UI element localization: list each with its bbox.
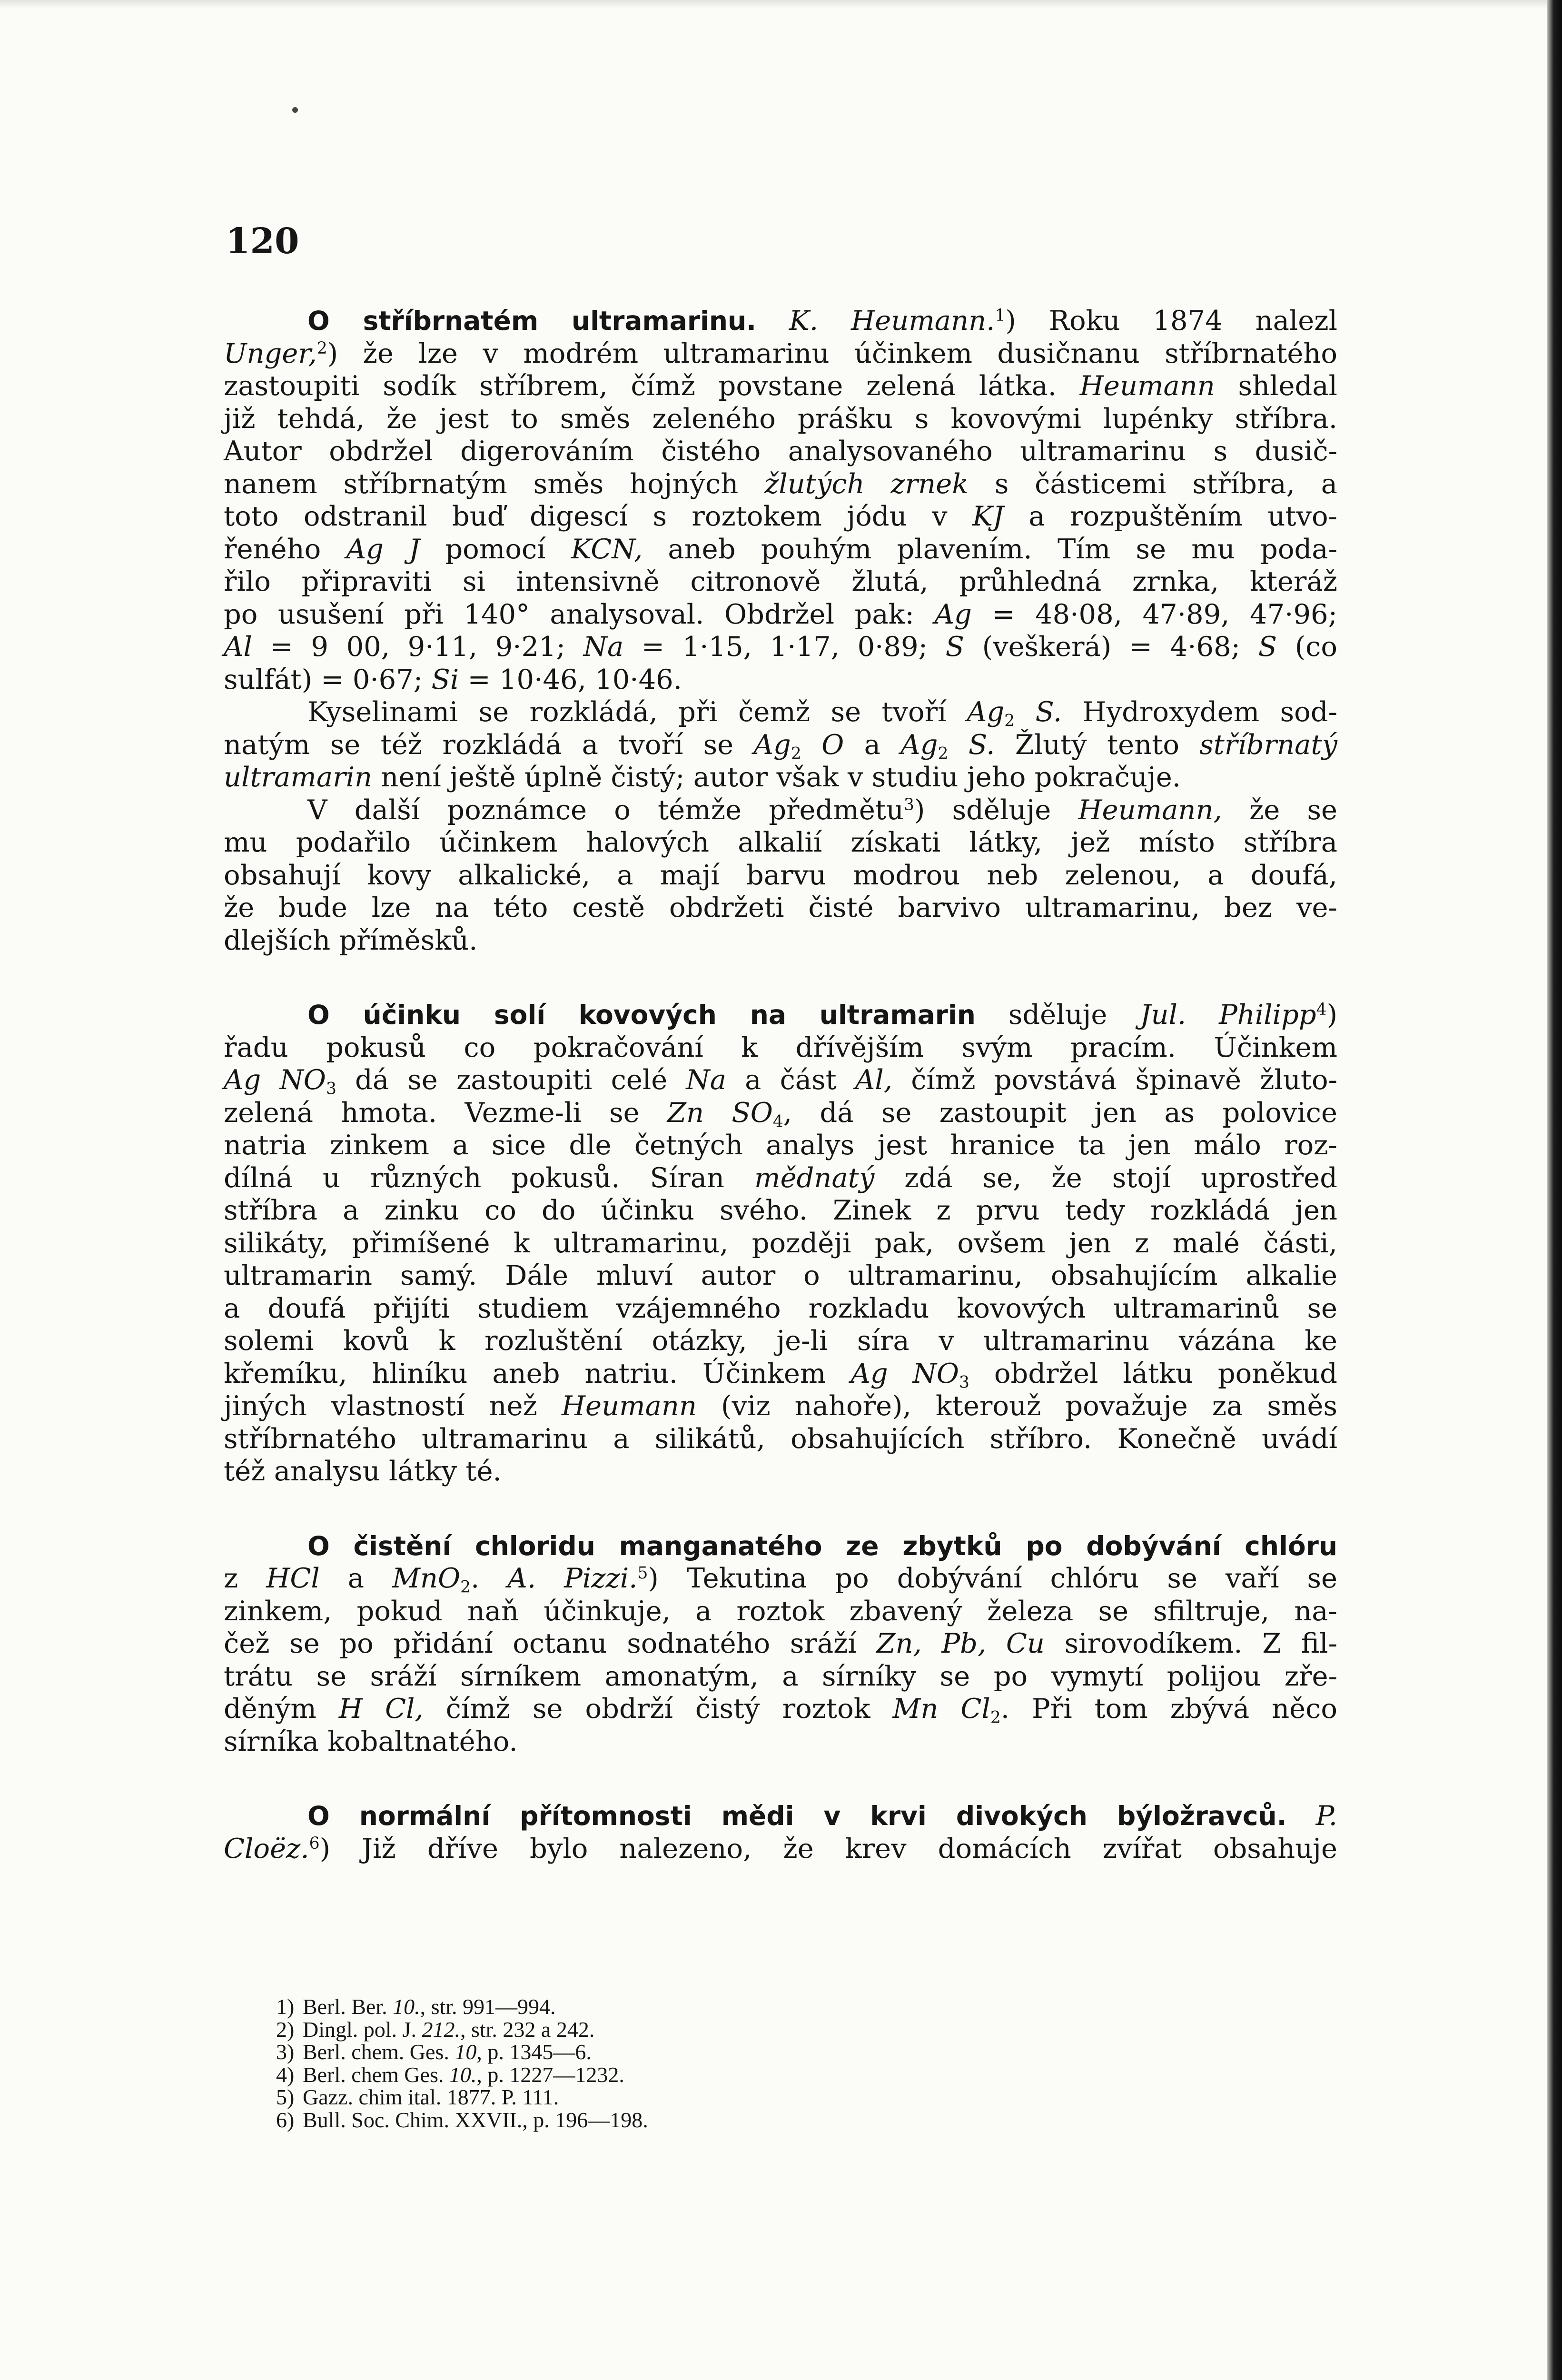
italic-text: Ag: [967, 696, 1005, 728]
subscript: 3: [326, 1079, 336, 1099]
text-run: aneb pouhým plavením. Tím se mu poda-: [643, 533, 1337, 565]
text-run: čímž povstává špinavě žluto-: [892, 1064, 1338, 1096]
footnote-mark: 3): [276, 2040, 295, 2064]
subscript: 2: [990, 1708, 1001, 1727]
scan-top-shadow: [0, 0, 1547, 9]
text-line: [224, 1194, 1337, 1227]
italic-text: Al: [224, 631, 252, 663]
text-run: čímž se obdrží čistý roztok: [423, 1693, 893, 1725]
text-line: [224, 761, 1337, 794]
text-run: ): [1326, 999, 1337, 1031]
text-line: [224, 729, 1337, 762]
footnote: [276, 2086, 942, 2109]
text-line: [224, 468, 1337, 501]
italic-text: A. Pizzi.: [507, 1562, 638, 1594]
text-line: [224, 1800, 1337, 1833]
footnote-mark: 5): [276, 2085, 295, 2109]
subscript: 3: [959, 1372, 969, 1392]
text-run: že bude lze na této cestě obdržeti čisté barvivo ultramarinu, bez ve-: [224, 892, 1337, 923]
text-line: [224, 565, 1337, 598]
text-run: obdržel látku poněkud: [969, 1357, 1337, 1389]
text-run: obsahují kovy alkalické, a mají barvu modrou neb zelenou, a doufá,: [224, 859, 1337, 891]
italic-text: Heumann: [561, 1390, 697, 1422]
text-run: nanem stříbrnatým směs hojných: [224, 467, 765, 500]
text-run: (co: [1277, 631, 1337, 663]
italic-text: H Cl,: [338, 1693, 424, 1725]
italic-text: Na: [686, 1064, 727, 1096]
italic-text: stříbrnatý: [1199, 728, 1337, 761]
text-run: . Při tom zbývá něco: [1000, 1693, 1337, 1725]
text-run: a: [844, 728, 901, 761]
text-run: toto odstranil buď digescí s roztokem jódu v: [224, 500, 972, 532]
text-run: dílná u různých pokusů. Síran: [224, 1161, 755, 1194]
text-run: pomocí: [420, 533, 571, 565]
footnote-mark: 4): [276, 2062, 295, 2087]
italic-text: P.: [1315, 1800, 1338, 1832]
text-run: Bull. Soc. Chim. XXVII., p. 196—198.: [303, 2107, 648, 2132]
text-run: = 9 00, 9·11, 9·21;: [252, 631, 583, 663]
text-line: [224, 826, 1337, 859]
italic-text: Heumann: [1079, 370, 1215, 402]
text-line: [224, 859, 1337, 892]
italic-text: Ag: [934, 598, 972, 630]
section-gap: [224, 1758, 1337, 1800]
text-run: zinkem, pokud naň účinkuje, a roztok zbavený železa se sfiltruje, na-: [224, 1595, 1337, 1627]
italic-text: Ag J: [346, 533, 420, 565]
text-run: ) Roku 1874 nalezl: [1005, 305, 1337, 337]
italic-text: S.: [968, 728, 995, 761]
text-run: natria zinkem a sice dle četných analys jest hranice ta jen málo roz-: [224, 1129, 1337, 1161]
italic-text: HCl: [266, 1562, 320, 1594]
article-body: [224, 305, 1337, 1865]
italic-text: S.: [1035, 696, 1062, 728]
text-run: , str. 232 a 242.: [460, 2017, 595, 2042]
italic-text: ultramarin: [224, 761, 373, 793]
text-line: [224, 1660, 1337, 1693]
text-run: zdá se, že stojí uprostřed: [874, 1161, 1337, 1194]
text-line: [224, 1129, 1337, 1162]
section-heading: O čistění chloridu manganatého ze zbytků po dobývání chlóru: [307, 1530, 1337, 1561]
footnote-reference: 6: [309, 1834, 320, 1853]
text-line: [224, 1595, 1337, 1628]
text-run: [1015, 696, 1035, 728]
text-run: děným: [224, 1693, 339, 1725]
footnote-reference: 2: [316, 338, 327, 358]
text-line: [224, 1833, 1337, 1865]
text-run: [756, 305, 789, 337]
text-run: že se: [1222, 793, 1337, 826]
text-run: zelená hmota. Vezme-li se: [224, 1096, 668, 1129]
footnote: [276, 2041, 942, 2063]
italic-text: žlutých zrnek: [764, 467, 969, 500]
footnote: [276, 1995, 942, 2018]
text-run: shledal: [1215, 370, 1337, 402]
text-run: po usušení při 140° analysoval. Obdržel pak:: [224, 598, 935, 630]
text-run: stříbra a zinku co do účinku svého. Zinek z prvu tedy rozkládá jen: [224, 1194, 1337, 1226]
text-run: ) Tekutina po dobývání chlóru se vaří se: [648, 1562, 1337, 1594]
text-line: [224, 924, 1337, 957]
text-line: [224, 533, 1337, 566]
text-line: [224, 1390, 1337, 1423]
text-run: jiných vlastností než: [224, 1390, 562, 1422]
text-line: [224, 435, 1337, 468]
subscript: 2: [938, 744, 949, 763]
scan-speck: [292, 107, 298, 113]
text-line: [224, 1097, 1337, 1130]
text-run: řilo připraviti si intensivně citronově žlutá, průhledná zrnka, kteráž: [224, 565, 1337, 597]
text-line: [224, 696, 1337, 729]
text-run: (viz nahoře), kterouž považuje za směs: [696, 1390, 1337, 1422]
section-heading: O stříbrnatém ultramarinu.: [307, 306, 757, 336]
italic-text: Zn SO: [667, 1096, 773, 1129]
text-run: křemíku, hliníku aneb natriu. Účinkem: [224, 1357, 851, 1389]
text-line: [224, 1455, 1337, 1488]
italic-text: Unger,: [224, 337, 317, 369]
italic-text: Ag NO: [850, 1357, 959, 1389]
italic-text: KJ: [972, 500, 1004, 532]
text-run: .: [471, 1562, 508, 1594]
text-run: s částicemi stříbra, a: [969, 467, 1337, 500]
text-run: = 48·08, 47·89, 47·96;: [971, 598, 1337, 630]
section-heading: O účinku solí kovových na ultramarin: [307, 1000, 976, 1030]
text-run: dá se zastoupiti celé: [336, 1064, 686, 1096]
text-run: trátu se sráží sírníkem amonatým, a sírníky se po vymytí polijou zře-: [224, 1660, 1337, 1692]
text-line: [224, 1358, 1337, 1390]
text-run: natým se též rozkládá a tvoří se: [224, 728, 754, 761]
text-line: [224, 892, 1337, 924]
text-run: = 1·15, 1·17, 0·89;: [623, 631, 946, 663]
footnote-mark: 1): [276, 1994, 295, 2019]
text-run: Gazz. chim ital. 1877. P. 111.: [303, 2085, 559, 2109]
footnote: [276, 2063, 942, 2086]
text-run: sírníka kobaltnatého.: [224, 1725, 518, 1757]
text-run: není ještě úplně čistý; autor však v studiu jeho pokračuje.: [372, 761, 1181, 793]
text-run: [801, 729, 821, 761]
subscript: 2: [1004, 711, 1015, 731]
text-run: čež se po přidání octanu sodnatého sráží: [224, 1627, 877, 1659]
italic-text: Zn, Pb, Cu: [876, 1627, 1045, 1659]
text-line: [224, 1325, 1337, 1358]
italic-text: mědnatý: [754, 1161, 875, 1194]
text-run: dlejších příměsků.: [224, 924, 478, 956]
italic-text: KCN,: [571, 533, 643, 565]
text-run: ) Již dříve bylo nalezeno, že krev domácích zvířat obsahuje: [319, 1832, 1337, 1864]
text-line: [224, 1064, 1337, 1097]
text-run: a: [319, 1562, 393, 1594]
text-line: [224, 1031, 1337, 1064]
text-line: [224, 1227, 1337, 1260]
text-line: [224, 1562, 1337, 1595]
text-line: [224, 1693, 1337, 1726]
text-run: (veškerá) = 4·68;: [964, 631, 1258, 663]
footnote: [276, 2018, 942, 2041]
subscript: 2: [460, 1577, 471, 1597]
text-line: [224, 1162, 1337, 1195]
text-line: [224, 370, 1337, 403]
section-heading: O normální přítomnosti mědi v krvi divokých býložravců.: [307, 1801, 1287, 1831]
text-run: již tehdá, že jest to směs zeleného prášku s kovovými lupénky stříbra.: [224, 402, 1337, 435]
text-run: ultramarin samý. Dále mluví autor o ultramarinu, obsahujícím alkalie: [224, 1259, 1337, 1291]
text-line: [224, 631, 1337, 664]
text-run: , dá se zastoupit jen as polovice: [783, 1096, 1337, 1129]
italic-text: Jul. Philipp: [1140, 999, 1316, 1031]
text-run: , str. 991—994.: [420, 1994, 556, 2019]
italic-text: Mn Cl: [892, 1693, 990, 1725]
text-run: a část: [726, 1064, 855, 1096]
text-run: Berl. chem Ges.: [303, 2062, 449, 2087]
text-run: zastoupiti sodík stříbrem, čímž povstane zelená látka.: [224, 370, 1080, 402]
text-run: řeného: [224, 533, 346, 565]
footnote-reference: 5: [637, 1564, 648, 1583]
section-gap: [224, 1488, 1337, 1530]
italic-text: Na: [583, 631, 624, 663]
text-run: sulfát) = 0·67;: [224, 663, 432, 695]
text-line: [224, 1530, 1337, 1563]
text-run: Berl. Ber.: [303, 1994, 393, 2019]
text-run: též analysu látky té.: [224, 1455, 502, 1487]
text-line: [224, 500, 1337, 533]
text-run: Kyselinami se rozkládá, při čemž se tvoří: [307, 696, 967, 728]
text-run: Dingl. pol. J.: [303, 2017, 422, 2042]
footnote-mark: 2): [276, 2017, 295, 2042]
footnote: [276, 2109, 942, 2132]
text-run: sirovodíkem. Z fil-: [1044, 1627, 1338, 1659]
text-run: Berl. chem. Ges.: [303, 2040, 455, 2064]
text-line: [224, 337, 1337, 370]
italic-text: 212.: [422, 2017, 460, 2042]
text-run: V další poznámce o témže předmětu: [307, 793, 904, 826]
text-run: a rozpuštěním utvo-: [1003, 500, 1337, 532]
italic-text: K. Heumann.: [789, 305, 995, 337]
footnotes: [276, 1995, 942, 2131]
page-number: 120: [226, 221, 299, 262]
footnote-reference: 4: [1316, 1000, 1327, 1020]
text-line: [224, 664, 1337, 696]
italic-text: MnO: [392, 1562, 461, 1594]
italic-text: O: [821, 728, 844, 761]
text-run: [1287, 1800, 1316, 1832]
italic-text: 10.: [393, 1994, 420, 2019]
subscript: 2: [791, 744, 801, 763]
italic-text: S: [1258, 631, 1277, 663]
text-run: stříbrnatého ultramarinu a silikátů, obsahujících stříbro. Konečně uvádí: [224, 1422, 1337, 1455]
subscript: 4: [772, 1111, 783, 1131]
italic-text: S: [945, 631, 965, 663]
italic-text: Al,: [855, 1064, 893, 1096]
italic-text: Ag: [753, 728, 791, 761]
text-run: ) sděluje: [914, 793, 1078, 826]
text-run: [949, 729, 969, 761]
footnote-mark: 6): [276, 2107, 295, 2132]
text-line: [224, 1627, 1337, 1660]
text-run: , p. 1345—6.: [476, 2040, 592, 2064]
text-run: mu podařilo účinkem halových alkalií získati látky, jež místo stříbra: [224, 826, 1337, 858]
text-line: [224, 403, 1337, 436]
text-line: [224, 1726, 1337, 1758]
italic-text: Ag NO: [224, 1064, 326, 1096]
text-run: z: [224, 1562, 267, 1594]
text-run: a doufá přijíti studiem vzájemného rozkladu kovových ultramarinů se: [224, 1292, 1337, 1324]
text-run: sděluje: [975, 999, 1140, 1031]
text-run: solemi kovů k rozluštění otázky, je-li síra v ultramarinu vázána ke: [224, 1325, 1337, 1357]
text-run: ) že lze v modrém ultramarinu účinkem dusičnanu stříbrnatého: [327, 337, 1337, 369]
italic-text: Ag: [900, 728, 938, 761]
text-line: [224, 305, 1337, 337]
italic-text: 10.: [449, 2062, 477, 2087]
italic-text: Cloëz.: [224, 1832, 309, 1864]
text-line: [224, 1292, 1337, 1325]
italic-text: Si: [431, 663, 459, 695]
text-run: Autor obdržel digerováním čistého analysovaného ultramarinu s dusič-: [224, 435, 1337, 467]
text-line: [224, 1423, 1337, 1456]
text-run: řadu pokusů co pokračování k dřívějším svým pracím. Účinkem: [224, 1031, 1337, 1063]
text-run: , p. 1227—1232.: [476, 2062, 624, 2087]
text-run: Hydroxydem sod-: [1062, 696, 1337, 728]
text-run: Žlutý tento: [995, 728, 1200, 761]
text-line: [224, 999, 1337, 1031]
scan-right-edge: [1547, 0, 1562, 2380]
footnote-reference: 1: [995, 306, 1006, 326]
italic-text: Heumann,: [1078, 793, 1222, 826]
footnote-reference: 3: [904, 795, 914, 814]
text-run: silikáty, přimíšené k ultramarinu, později pak, ovšem jen z malé části,: [224, 1227, 1337, 1259]
text-line: [224, 794, 1337, 827]
section-gap: [224, 957, 1337, 999]
italic-text: 10: [455, 2040, 477, 2064]
text-run: = 10·46, 10·46.: [459, 663, 682, 695]
text-line: [224, 598, 1337, 631]
text-line: [224, 1259, 1337, 1292]
